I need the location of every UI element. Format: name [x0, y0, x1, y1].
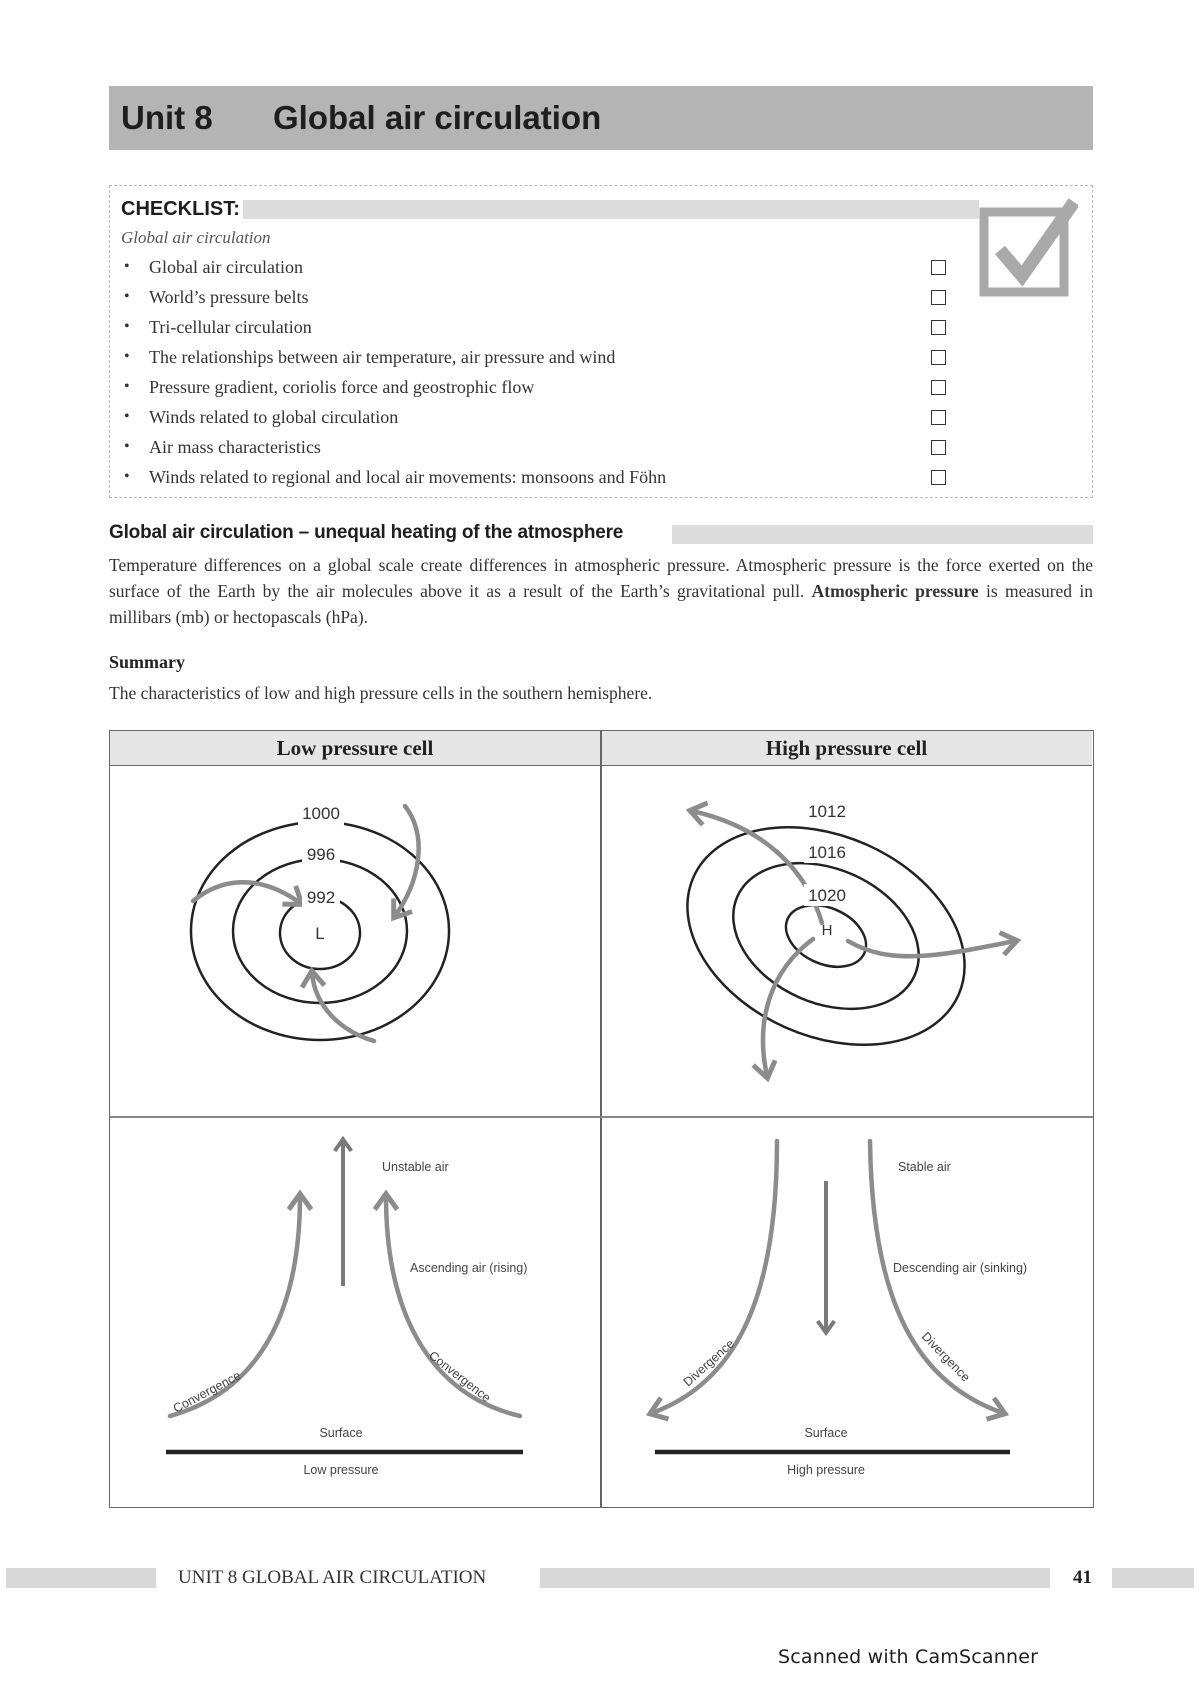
checkmark-box-icon	[978, 198, 1078, 298]
footer-bar	[540, 1568, 1050, 1588]
low-centre-label: L	[315, 924, 325, 943]
bullet-icon: •	[124, 468, 130, 485]
checklist-item	[110, 406, 1092, 436]
para-bold-term: Atmospheric pressure	[811, 581, 979, 601]
checklist-item	[110, 346, 1092, 376]
checklist-item	[110, 316, 1092, 346]
checklist-item	[110, 256, 1092, 286]
bullet-icon: •	[124, 408, 130, 425]
section-heading-bar	[672, 525, 1093, 544]
footer-bar	[6, 1568, 156, 1588]
checklist-box	[109, 185, 1093, 498]
para-text-2: is measured in millibars (mb) or hectopascals (hPa).	[109, 581, 1093, 627]
outflow-arrow	[763, 939, 813, 1076]
pressure-cells-table	[109, 730, 1094, 1508]
surface-label: Surface	[319, 1426, 363, 1440]
checkbox[interactable]	[931, 410, 946, 425]
isobar-label: 1012	[808, 802, 846, 821]
checkbox[interactable]	[931, 470, 946, 485]
isobar-label: 996	[306, 845, 336, 864]
pressure-label: High pressure	[787, 1463, 865, 1477]
unit-title: Global air circulation	[273, 99, 602, 136]
checklist-heading-bar	[243, 200, 979, 219]
para-text-1: Temperature differences on a global scale create differences in atmospheric pressure. Atmospheric pressure is the force exerted on the surface of the Earth by the air molecules above it as a result of the Earth’s gravitational pull.	[109, 555, 1093, 601]
airflow-label: Descending air (sinking)	[893, 1261, 1028, 1275]
convergence-label: Convergence	[426, 1348, 494, 1406]
section-heading: Global air circulation – unequal heating of the atmosphere	[109, 522, 624, 543]
checklist-item-label: The relationships between air temperature, air pressure and wind	[149, 347, 616, 367]
checkbox[interactable]	[931, 260, 946, 275]
page-footer	[0, 1568, 1200, 1588]
low-pressure-labels	[298, 801, 344, 943]
bullet-icon: •	[124, 258, 130, 275]
bullet-icon: •	[124, 288, 130, 305]
checklist-subheading: Global air circulation	[121, 228, 271, 247]
air-stability-label: Unstable air	[382, 1160, 449, 1174]
isobar-label: 1020	[808, 886, 846, 905]
footer-bar	[1112, 1568, 1194, 1588]
low-section-labels	[171, 1160, 528, 1477]
unit-number: Unit 8	[121, 99, 213, 136]
checklist-item-label: World’s pressure belts	[149, 287, 309, 307]
checklist-heading: CHECKLIST:	[121, 198, 240, 220]
divergence-label: Divergence	[680, 1336, 737, 1390]
checklist-item-label: Pressure gradient, coriolis force and geostrophic flow	[149, 377, 535, 397]
convergence-label: Convergence	[170, 1368, 244, 1416]
page-number: 41	[1073, 1567, 1092, 1588]
pressure-cells-diagram	[110, 731, 1092, 1506]
checkbox[interactable]	[931, 350, 946, 365]
divergence-arrow	[652, 1141, 777, 1413]
surface-label: Surface	[804, 1426, 848, 1440]
bullet-icon: •	[124, 318, 130, 335]
checklist-item-label: Air mass characteristics	[149, 437, 321, 457]
high-pressure-labels	[804, 799, 850, 939]
bullet-icon: •	[124, 438, 130, 455]
checklist-item-label: Winds related to regional and local air movements: monsoons and Föhn	[149, 467, 667, 487]
high-section-labels	[681, 1160, 1027, 1477]
checklist-item-label: Global air circulation	[149, 257, 303, 277]
divergence-arrow	[870, 1141, 1003, 1413]
airflow-label: Ascending air (rising)	[410, 1261, 528, 1275]
checklist-item	[110, 436, 1092, 466]
unit-banner	[109, 86, 1093, 150]
intro-paragraph	[109, 552, 1093, 630]
inflow-arrow	[312, 973, 374, 1041]
checkbox[interactable]	[931, 320, 946, 335]
isobar-label: 992	[306, 888, 336, 907]
checkbox[interactable]	[931, 440, 946, 455]
low-pressure-header: Low pressure cell	[110, 731, 600, 766]
scanner-watermark: Scanned with CamScanner	[778, 1646, 1039, 1668]
checkbox[interactable]	[931, 290, 946, 305]
outflow-arrow	[848, 941, 1015, 956]
checklist-list	[110, 256, 1092, 496]
bullet-icon: •	[124, 348, 130, 365]
checkbox[interactable]	[931, 380, 946, 395]
checklist-item	[110, 466, 1092, 496]
isobar-label: 1016	[808, 843, 846, 862]
convergence-arrow	[386, 1196, 520, 1416]
high-centre-label: H	[821, 922, 833, 939]
checklist-item	[110, 286, 1092, 316]
air-stability-label: Stable air	[898, 1160, 951, 1174]
bullet-icon: •	[124, 378, 130, 395]
isobar-label: 1000	[302, 804, 340, 823]
high-pressure-header: High pressure cell	[601, 731, 1092, 766]
checklist-item-label: Tri-cellular circulation	[149, 317, 312, 337]
checklist-item-label: Winds related to global circulation	[149, 407, 399, 427]
pressure-label: Low pressure	[303, 1463, 379, 1477]
divergence-label: Divergence	[918, 1329, 973, 1385]
checklist-item	[110, 376, 1092, 406]
summary-text: The characteristics of low and high pressure cells in the southern hemisphere.	[109, 683, 653, 703]
summary-heading: Summary	[109, 652, 185, 672]
footer-running-title: UNIT 8 GLOBAL AIR CIRCULATION	[178, 1567, 487, 1588]
